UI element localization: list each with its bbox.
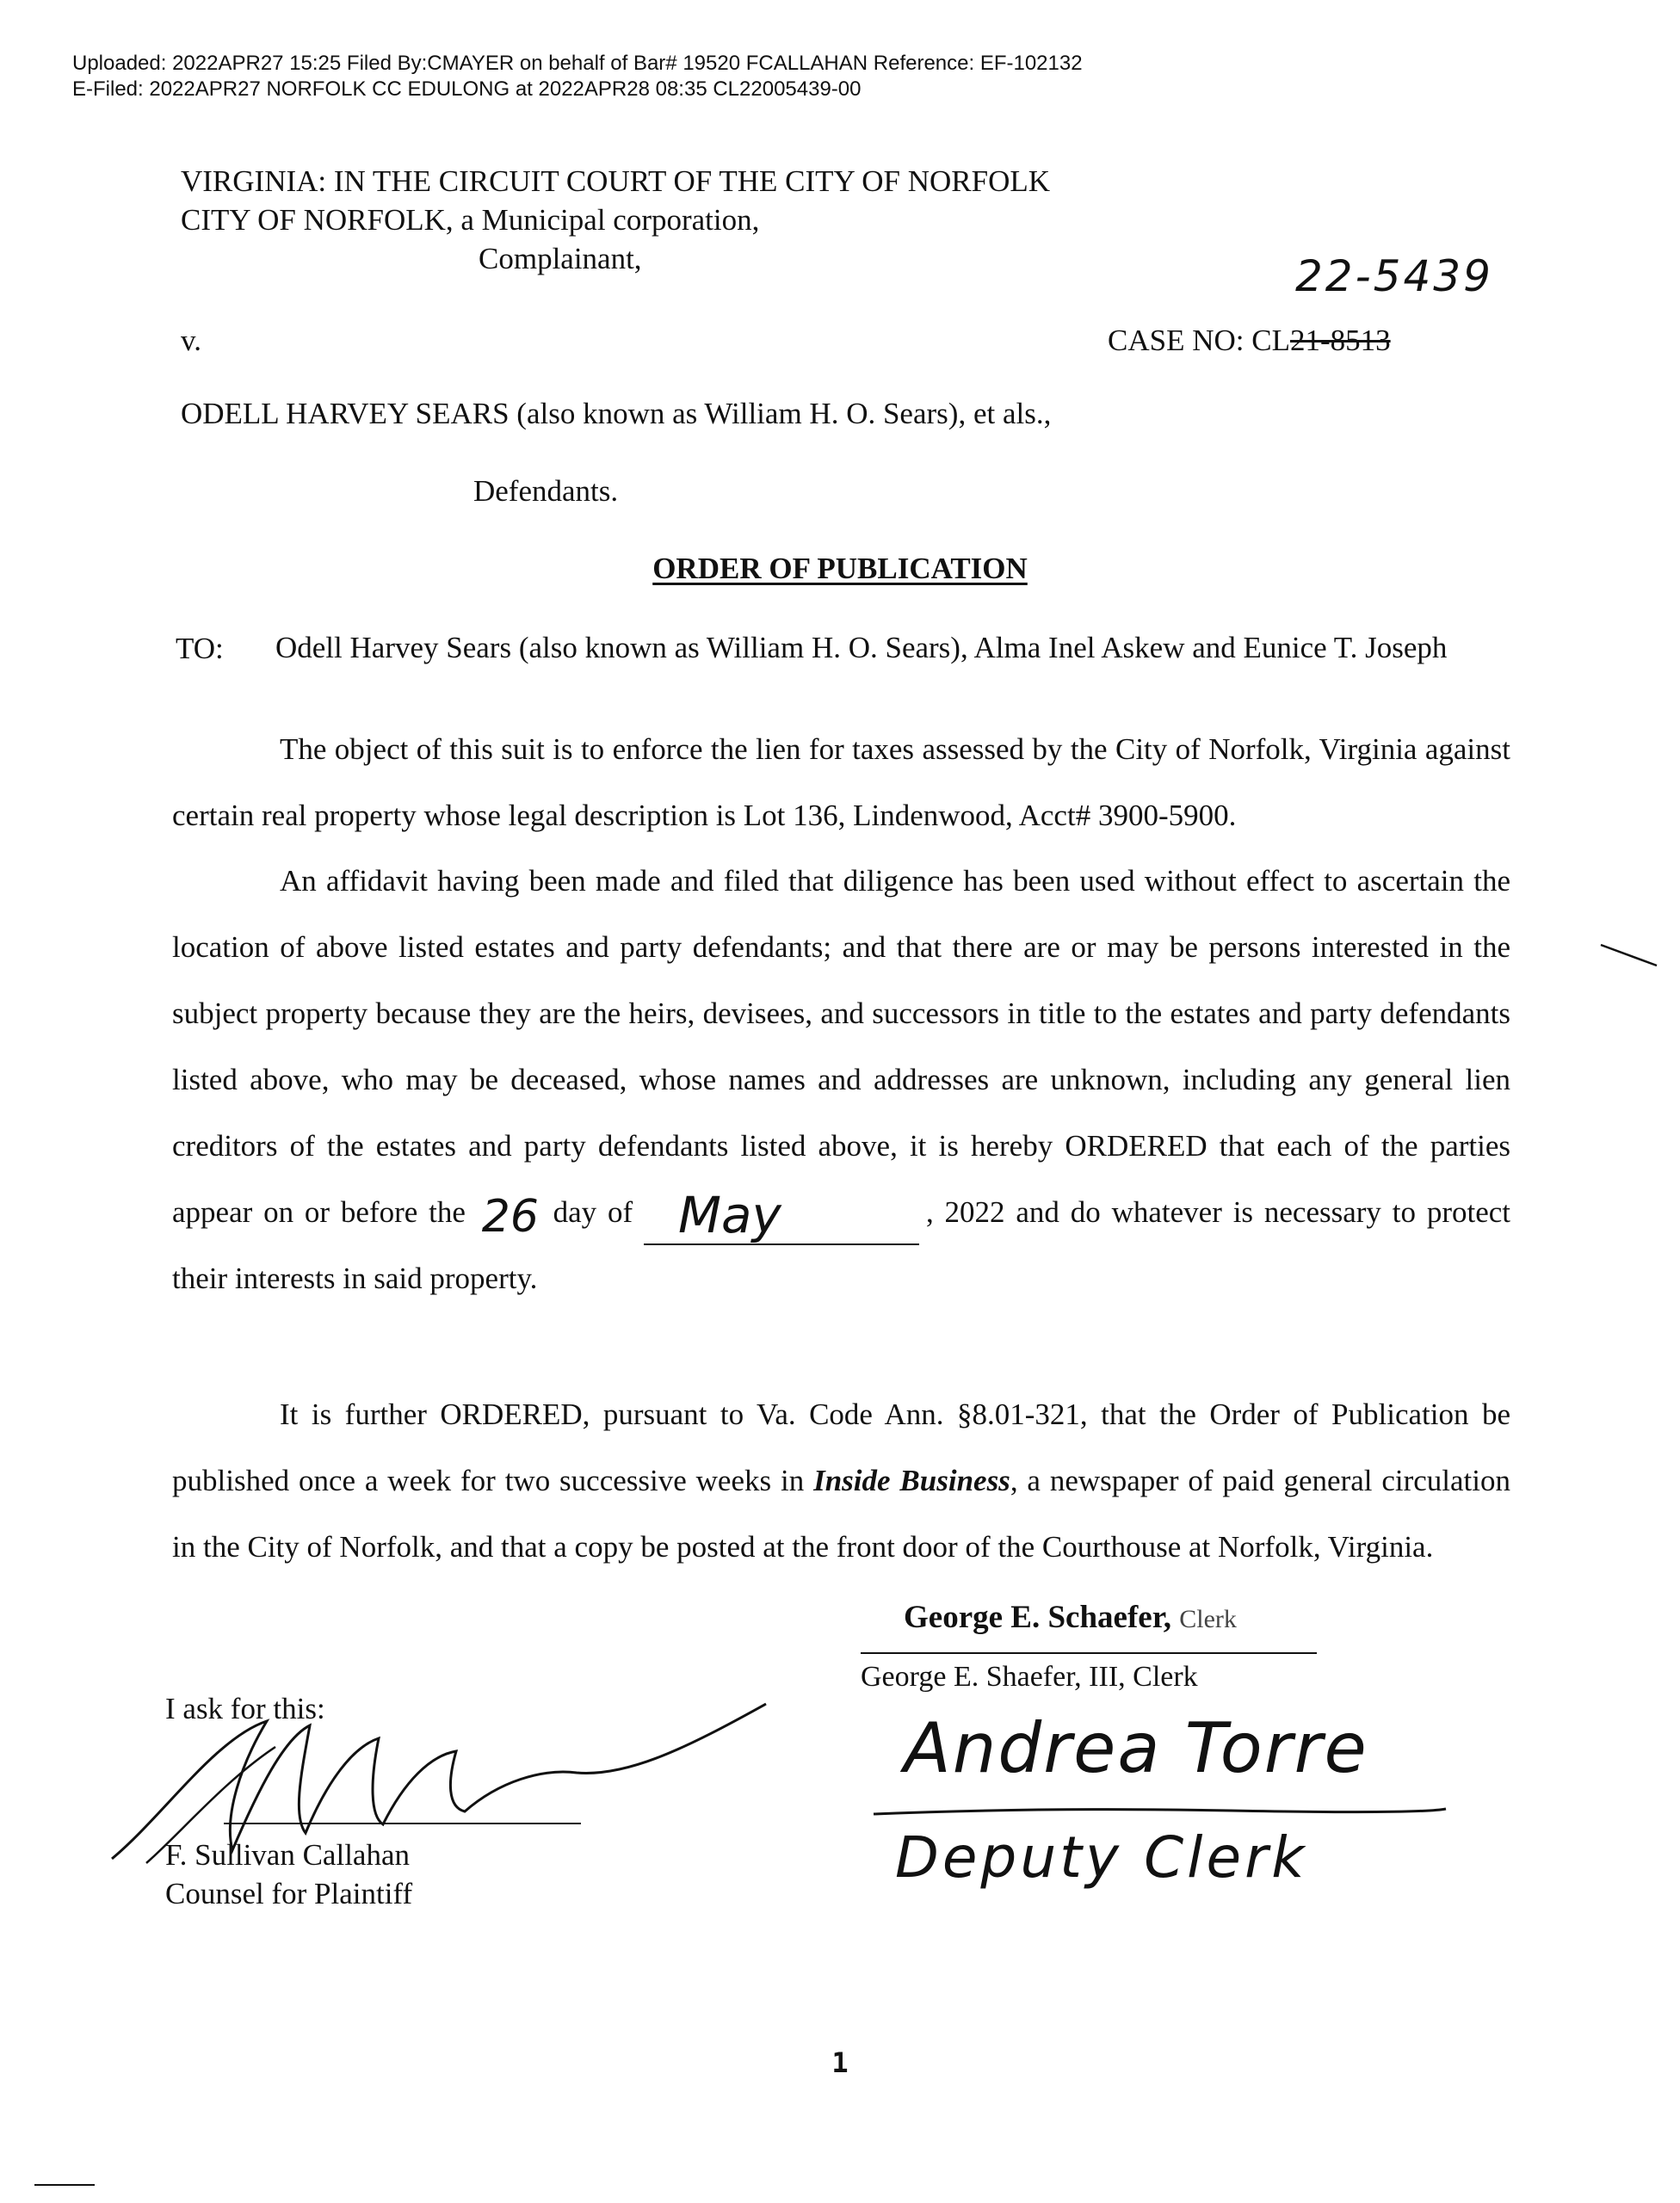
day-handwritten: 26	[481, 1191, 539, 1243]
efiled-stamp-line: E-Filed: 2022APR27 NORFOLK CC EDULONG at 2022APR28 08:35 CL22005439-00	[72, 77, 862, 101]
deputy-clerk-title: Deputy Clerk	[895, 1824, 1308, 1891]
affidavit-paragraph-text: An affidavit having been made and filed that diligence has been used without effect to ascertain the location of above listed estates and party defendants; and that there are or may be persons interested in the subject property because they are the heirs, devisees, and successors in title to the estates and party defendants listed above, who may be deceased, whose names and addresses are unknown, including any general lien creditors of the estates and party defendants listed above, it is hereby ORDERED that each of the parties appear on or before the	[172, 864, 1510, 1229]
month-handwritten: May	[677, 1186, 781, 1244]
day-blank	[477, 1191, 542, 1245]
court-line: VIRGINIA: IN THE CIRCUIT COURT OF THE CITY OF NORFOLK	[181, 164, 1051, 198]
further-paragraph-b: , a newspaper of paid general circulation in the City of Norfolk, and that a copy be posted at the front door of the Courthouse at Norfolk, Virginia.	[172, 1464, 1510, 1564]
clerk-stamp	[904, 1599, 1237, 1636]
deputy-signature-underline	[869, 1799, 1455, 1824]
case-number-struck: 21-8513	[1289, 324, 1391, 357]
plaintiff-line: CITY OF NORFOLK, a Municipal corporation,	[181, 203, 760, 237]
month-blank	[644, 1186, 919, 1245]
case-number-field	[1108, 323, 1391, 359]
to-label: TO:	[176, 632, 224, 665]
clerk-stamp-title: Clerk	[1179, 1605, 1237, 1633]
counsel-role: Counsel for Plaintiff	[165, 1877, 413, 1910]
clerk-signature-line	[861, 1652, 1317, 1654]
plaintiff-role: Complainant,	[479, 242, 642, 275]
object-paragraph-text: The object of this suit is to enforce the lien for taxes assessed by the City of Norfolk, Virginia against certain real property whose legal description is Lot 136, Lindenwood, Acct# 3900-5900.	[172, 732, 1510, 832]
counsel-signature-line	[224, 1823, 581, 1824]
ask-for-this: I ask for this:	[165, 1692, 325, 1725]
deputy-clerk-signature: Andrea Torre	[904, 1708, 1368, 1788]
upload-stamp-line: Uploaded: 2022APR27 15:25 Filed By:CMAYER on behalf of Bar# 19520 FCALLAHAN Reference: EF-102132	[72, 52, 1083, 75]
clerk-stamp-name: George E. Schaefer,	[904, 1600, 1171, 1635]
defendant-role: Defendants.	[473, 474, 619, 508]
footer-rule	[34, 2184, 95, 2186]
document-title: ORDER OF PUBLICATION	[652, 552, 1028, 585]
versus-label: v.	[181, 324, 201, 357]
counsel-name: F. Sullivan Callahan	[165, 1838, 410, 1872]
clerk-printed-name: George E. Shaefer, III, Clerk	[861, 1661, 1198, 1693]
object-paragraph	[172, 716, 1510, 848]
page-number: 1	[831, 2046, 849, 2079]
newspaper-name: Inside Business	[813, 1464, 1010, 1497]
affidavit-paragraph	[172, 848, 1510, 1311]
handwritten-case-number: 22-5439	[1295, 251, 1493, 301]
further-ordered-paragraph	[172, 1381, 1510, 1580]
to-recipients: Odell Harvey Sears (also known as William H. O. Sears), Alma Inel Askew and Eunice T. Joseph	[275, 631, 1448, 664]
margin-tick-mark	[1597, 938, 1665, 972]
day-of-text: day of	[553, 1195, 633, 1229]
further-paragraph-a: It is further ORDERED, pursuant to Va. Code Ann. §8.01-321, that the Order of Publication be published once a week for two successive weeks in	[172, 1398, 1510, 1497]
defendant-line: ODELL HARVEY SEARS (also known as William H. O. Sears), et als.,	[181, 397, 1052, 430]
case-number-label: CASE NO: CL	[1108, 324, 1290, 357]
year-text: , 2022 and do whatever is necessary to protect their interests in said property.	[172, 1195, 1510, 1295]
